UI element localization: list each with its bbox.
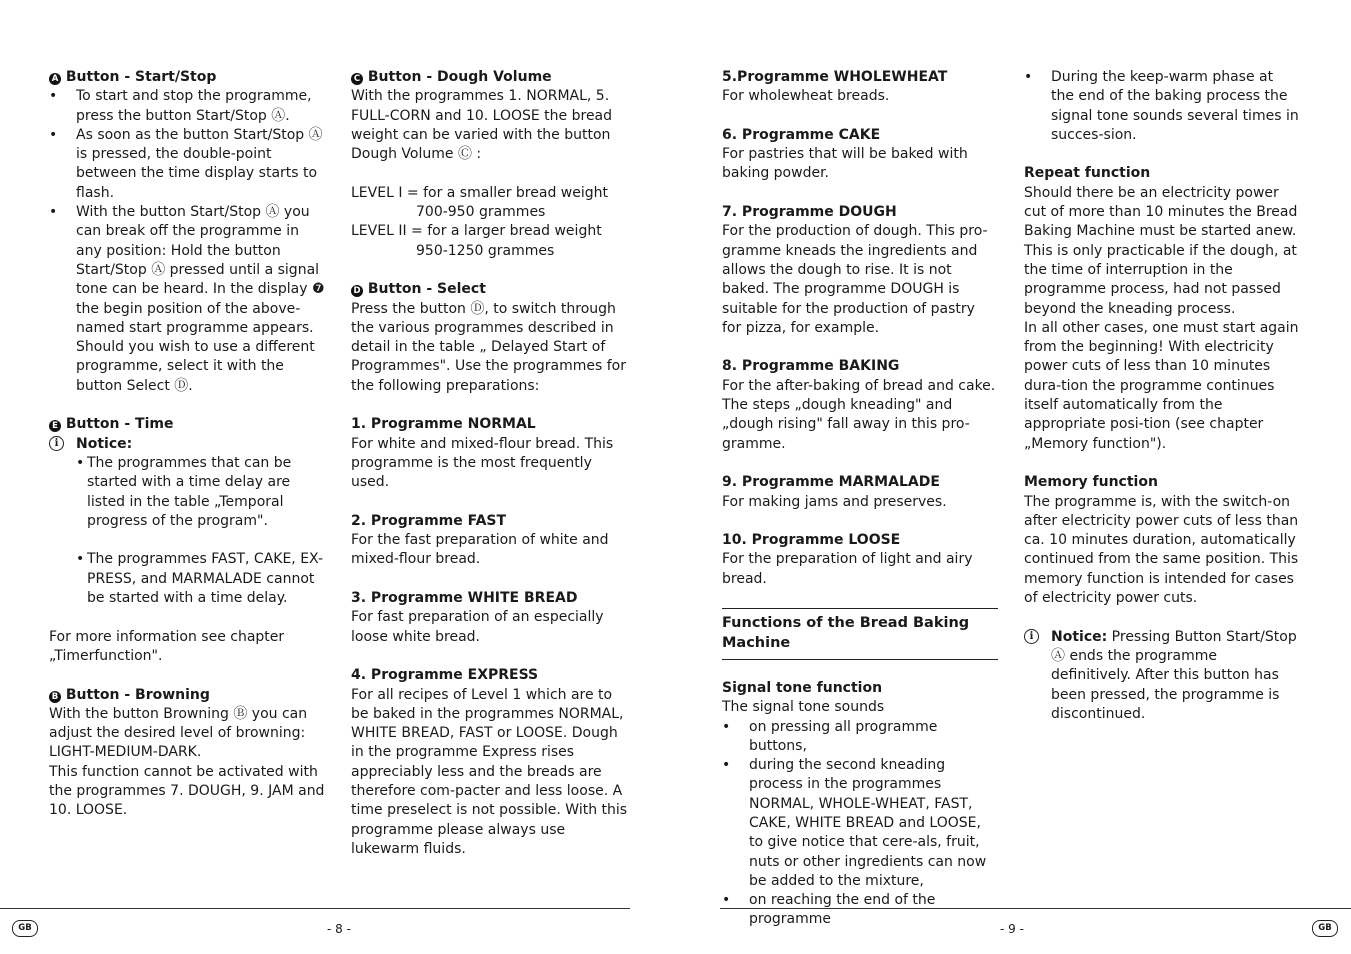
memory-heading: Memory function — [1024, 474, 1158, 491]
dough-volume-section — [351, 68, 631, 164]
programme-10 — [722, 531, 998, 589]
country-badge-left: GB — [12, 920, 38, 937]
list-item: • during the second kneading process in the programmes NORMAL, WHOLE-WHEAT, FAST, CAKE, WHITE BREAD and LOOSE, to give notice that cere-als, fruit, nuts or other ingredients can now be added to the mixture, — [722, 756, 998, 891]
dough-volume-heading: C Button - Dough Volume — [351, 68, 631, 87]
programme-title: 9. Programme MARMALADE — [722, 474, 940, 491]
badge-d: D — [351, 285, 363, 297]
page-number-left: - 8 - — [327, 922, 351, 936]
notice-item: • The programmes that can be started with a time delay are listed in the table „Temporal progress of the program". — [76, 454, 292, 529]
level-2-range: 950-1250 grammes — [416, 242, 555, 259]
signal-heading: Signal tone function — [722, 679, 883, 696]
right-column-1 — [722, 68, 998, 930]
list-item: • As soon as the button Start/Stop Ⓐ is pressed, the double-point between the time display starts to flash. — [49, 126, 325, 203]
browning-text: With the button Browning Ⓑ you can adjust the desired level of browning: LIGHT-MEDIUM-DARK. — [49, 705, 308, 761]
right-column-2 — [1024, 68, 1300, 724]
memory-section — [1024, 473, 1300, 608]
list-item: • During the keep-warm phase at the end of the baking process the signal tone sounds several times in succes-sion. — [1024, 68, 1300, 145]
repeat-heading: Repeat function — [1024, 165, 1151, 182]
programme-title: 3. Programme WHITE BREAD — [351, 590, 578, 607]
left-column-1 — [49, 68, 325, 840]
programme-title: 10. Programme LOOSE — [722, 532, 901, 549]
memory-text: The programme is, with the switch-on after electricity power cuts of less than ca. 10 minutes duration, automatically continued from the same position. This memory function is intended for cases of electricity power cuts. — [1024, 493, 1299, 607]
notice-text: Pressing Button Start/Stop Ⓐ ends the programme definitively. After this button has been pressed, the programme is discontinued. — [1051, 628, 1297, 722]
programme-text: For the production of dough. This pro-gramme kneads the ingredients and allows the dough to rise. It is not baked. The programme DOUGH is suitable for the production of pastry for pizza, for example. — [722, 223, 988, 336]
repeat-text-2: In all other cases, one must start again from the beginning! With electricity power cuts of less than 10 minutes dura-tion the programme continues itself automatically from the appropriate posi-tion (see chapter „Memory function"). — [1024, 319, 1299, 452]
signal-section — [722, 679, 998, 930]
badge-e: E — [49, 420, 61, 432]
info-icon: i — [49, 436, 64, 451]
programme-1 — [351, 415, 631, 492]
programme-title: 5.Programme WHOLEWHEAT — [722, 69, 948, 85]
programme-8 — [722, 357, 998, 453]
programme-text: For the fast preparation of white and mixed-flour bread. — [351, 532, 609, 568]
programme-7 — [722, 203, 998, 338]
keep-warm-section — [1024, 68, 1300, 145]
programme-4 — [351, 666, 631, 859]
footer-rule-right — [720, 908, 1351, 909]
start-stop-bullets — [49, 87, 325, 396]
list-item: • With the button Start/Stop Ⓐ you can break off the programme in any position: Hold the button Start/Stop Ⓐ pressed until a signal tone can be heard. In the display ❼ the begin position of the above-named start programme appears. Should you wish to use a different programme, select it with the button Select Ⓓ. — [49, 203, 325, 396]
badge-b: B — [49, 691, 61, 703]
country-badge-right: GB — [1312, 920, 1338, 937]
programme-text: For white and mixed-flour bread. This programme is the most frequently used. — [351, 435, 614, 491]
programme-text: For the preparation of light and airy bread. — [722, 551, 973, 587]
more-info-text: For more information see chapter „Timerfunction". — [49, 628, 285, 664]
notice-item: • The programmes FAST, CAKE, EX-PRESS, and MARMALADE cannot be started with a time delay. — [76, 551, 323, 607]
notice-label: Notice: — [76, 435, 133, 452]
badge-a: A — [49, 73, 61, 85]
programme-text: For fast preparation of an especially loose white bread. — [351, 609, 604, 645]
start-stop-notice — [1024, 628, 1300, 724]
level-1-range: 700-950 grammes — [416, 204, 546, 221]
start-stop-section — [49, 68, 325, 396]
programme-title: 4. Programme EXPRESS — [351, 667, 539, 684]
browning-heading: B Button - Browning — [49, 686, 325, 705]
browning-text-2: This function cannot be activated with the programmes 7. DOUGH, 9. JAM and 10. LOOSE. — [49, 763, 325, 819]
select-section — [351, 280, 631, 396]
programme-5 — [722, 68, 998, 107]
select-heading: D Button - Select — [351, 280, 631, 299]
signal-bullets — [722, 718, 998, 930]
badge-c: C — [351, 73, 363, 85]
signal-intro: The signal tone sounds — [722, 699, 885, 716]
time-section — [49, 415, 325, 666]
programme-title: 1. Programme NORMAL — [351, 416, 536, 433]
programme-text: For the after-baking of bread and cake. The steps „dough kneading" and „dough rising" fall away in this pro-gramme. — [722, 377, 996, 452]
programme-text: For making jams and preserves. — [722, 493, 947, 510]
programme-9 — [722, 473, 998, 512]
info-icon: i — [1024, 629, 1039, 644]
level-2: LEVEL II = for a larger bread weight — [351, 223, 602, 240]
start-stop-heading: A Button - Start/Stop — [49, 68, 325, 87]
repeat-section — [1024, 164, 1300, 453]
programme-title: 8. Programme BAKING — [722, 358, 900, 375]
keep-warm-bullets — [1024, 68, 1300, 145]
list-item: • on pressing all programme buttons, — [722, 718, 998, 757]
footer-rule-left — [0, 908, 630, 909]
programme-2 — [351, 512, 631, 570]
programme-title: 2. Programme FAST — [351, 512, 507, 529]
programme-text: For wholewheat breads. — [722, 88, 890, 105]
programme-6 — [722, 126, 998, 184]
select-text: Press the button Ⓓ, to switch through the various programmes described in detail in the table „ Delayed Start of Programmes". Use the programmes for the following preparations: — [351, 300, 626, 394]
list-item: • on reaching the end of the programme — [722, 891, 998, 930]
page-number-right: - 9 - — [1000, 922, 1024, 936]
time-notice — [49, 435, 325, 454]
list-item: • To start and stop the programme, press the button Start/Stop Ⓐ. — [49, 87, 325, 126]
dough-volume-text: With the programmes 1. NORMAL, 5. FULL-CORN and 10. LOOSE the bread weight can be varied with the button Dough Volume Ⓒ : — [351, 88, 613, 163]
levels-section — [351, 184, 631, 261]
programme-text: For all recipes of Level 1 which are to be baked in the programmes NORMAL, WHITE BREAD, FAST or LOOSE. Dough in the programme Express rises appreciably less and the breads are therefore com-pacter and less loose. A time preselect is not possible. With this programme please always use lukewarm fluids. — [351, 686, 628, 857]
time-heading: E Button - Time — [49, 415, 325, 434]
left-column-2 — [351, 68, 631, 878]
repeat-text: Should there be an electricity power cut of more than 10 minutes the Bread Baking Machine must be started anew. This is only practicable if the dough, at the time of interruption in the programme process, had not passed beyond the kneading process. — [1024, 184, 1298, 317]
programme-title: 6. Programme CAKE — [722, 126, 881, 143]
programme-title: 7. Programme DOUGH — [722, 204, 897, 221]
section-heading: Functions of the Bread Baking Machine — [722, 608, 998, 660]
level-1: LEVEL I = for a smaller bread weight — [351, 184, 608, 201]
notice-label: Notice: — [1051, 628, 1108, 645]
browning-section — [49, 686, 325, 821]
programme-3 — [351, 589, 631, 647]
programme-text: For pastries that will be baked with baking powder. — [722, 146, 968, 182]
